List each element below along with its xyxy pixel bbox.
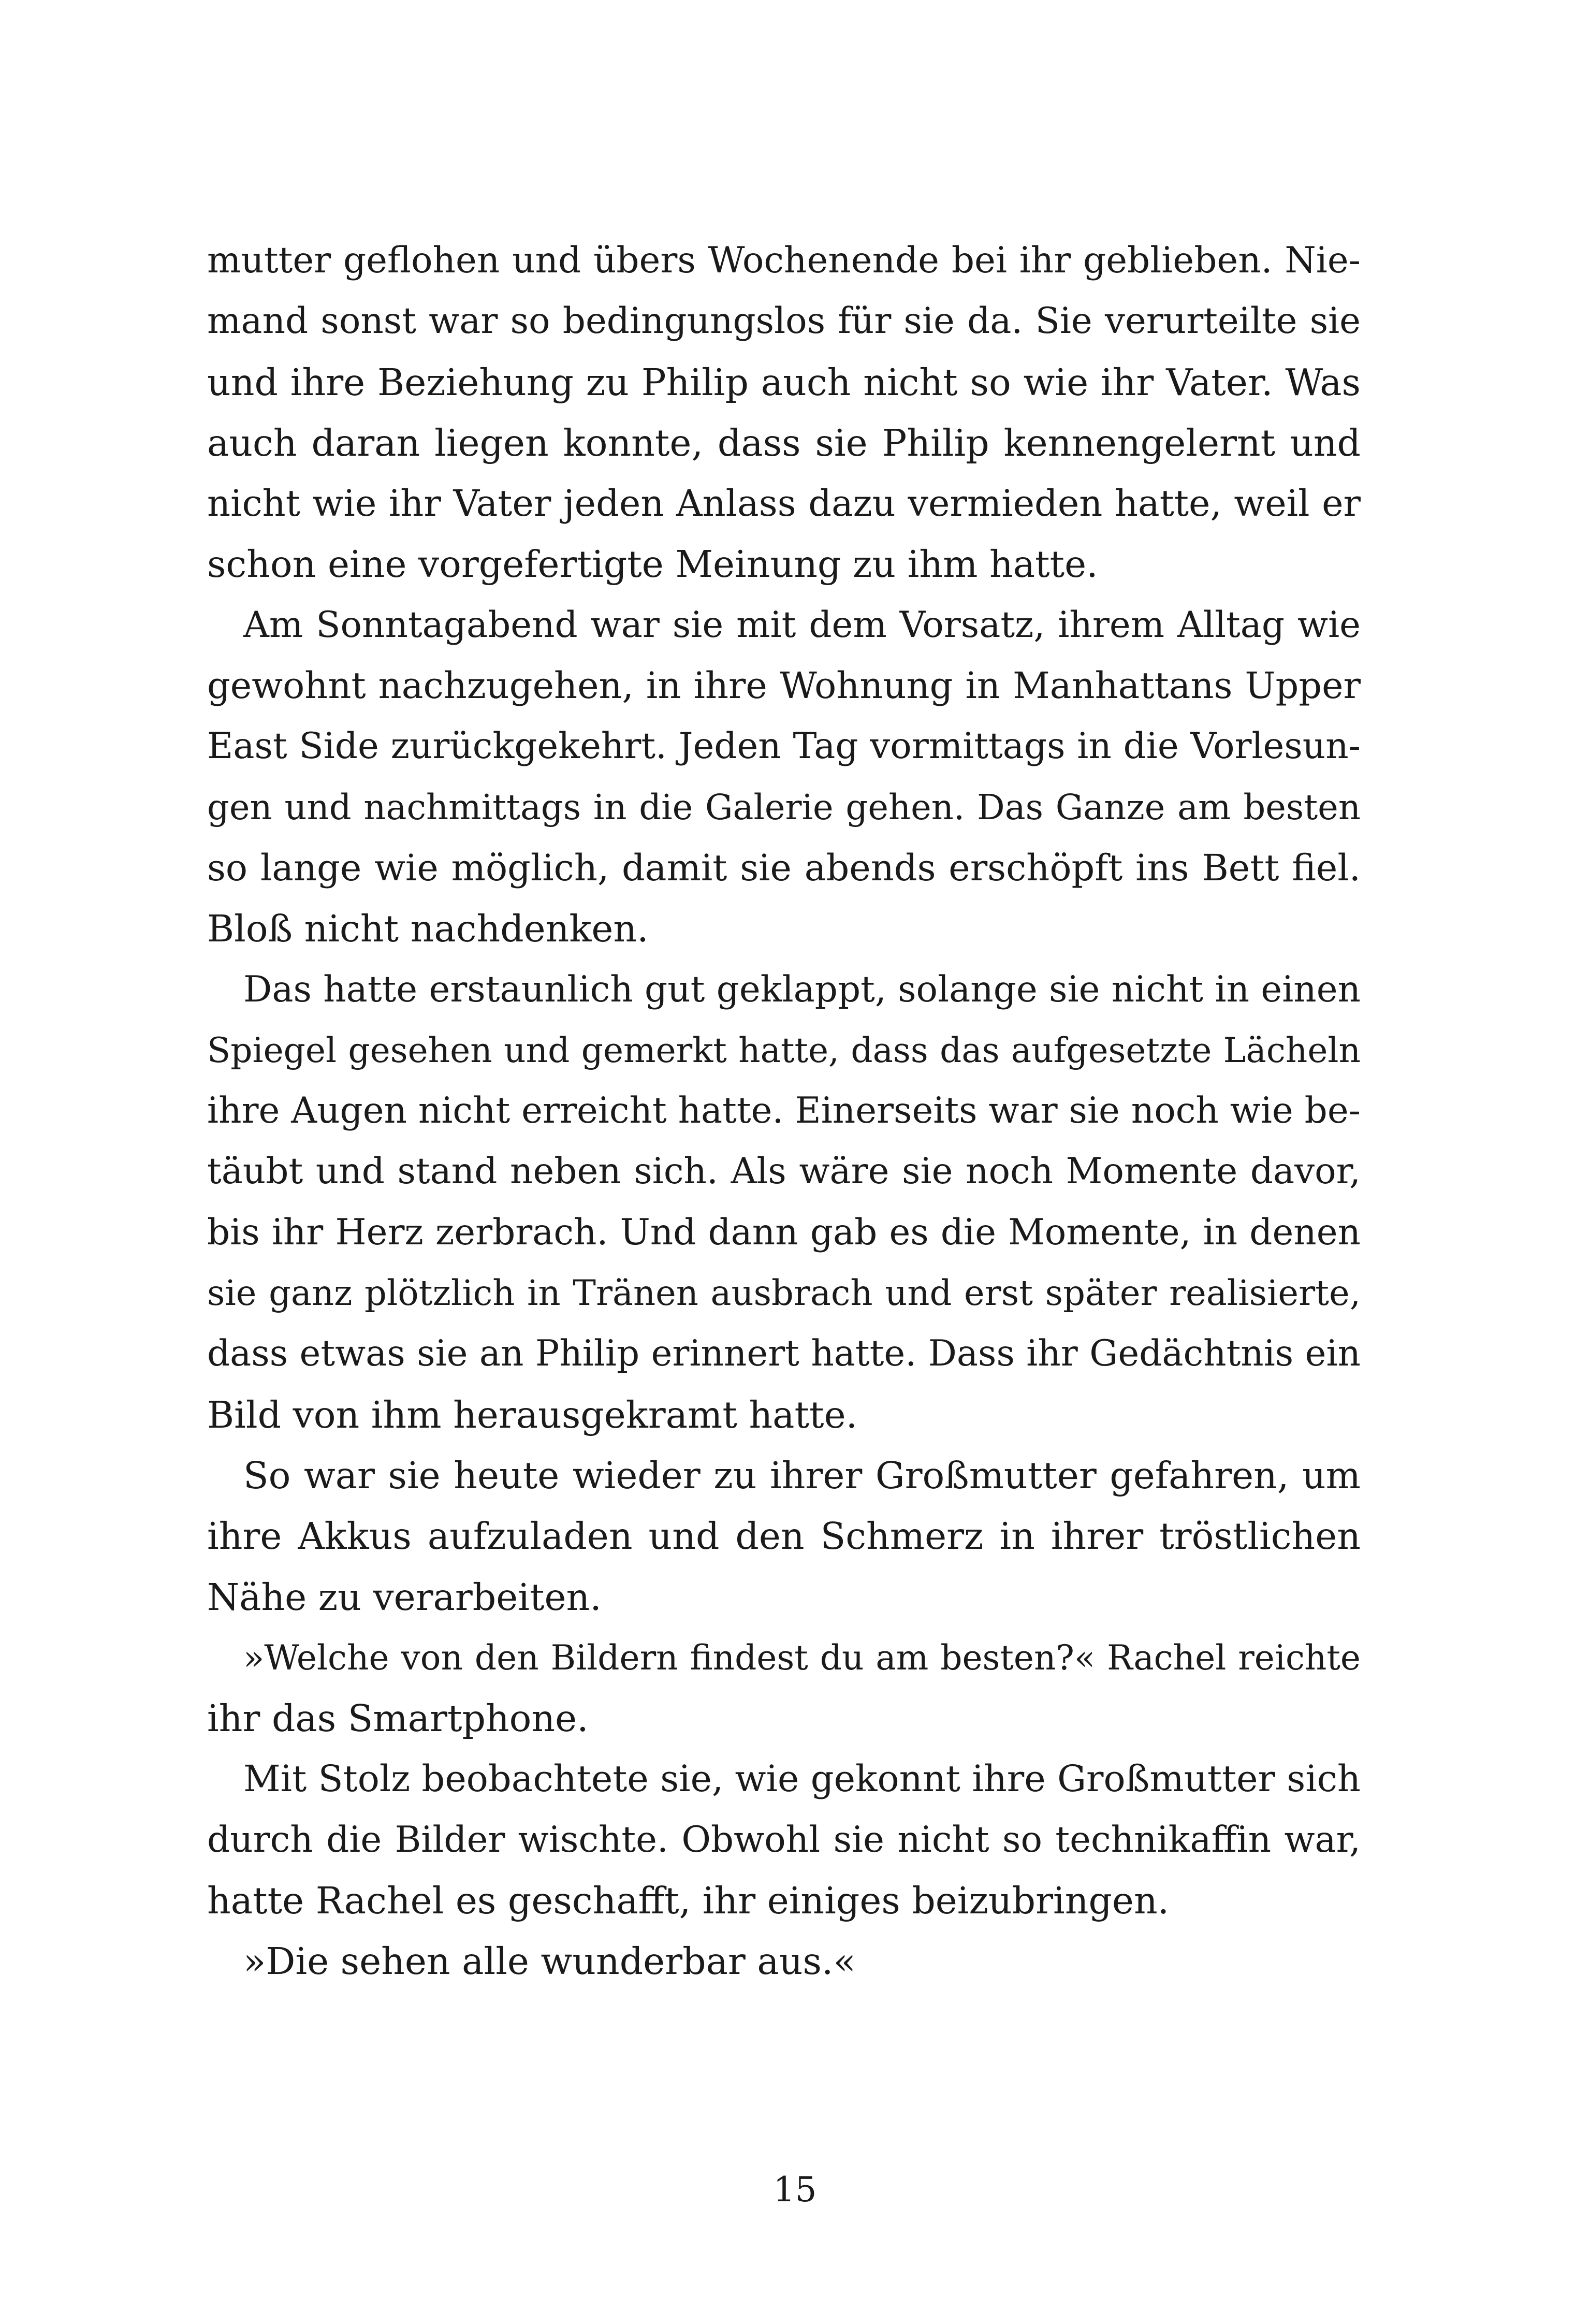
text-line: schon eine vorgefertigte Meinung zu ihm hatte.: [207, 543, 1098, 586]
text-line: gewohnt nachzugehen, in ihre Wohnung in Manhattans Upper: [207, 664, 1361, 707]
text-line: »Welche von den Bildern findest du am besten?« Rachel reichte: [243, 1637, 1361, 1678]
text-line: So war sie heute wieder zu ihrer Großmutter gefahren, um: [243, 1454, 1361, 1497]
text-line: so lange wie möglich, damit sie abends erschöpft ins Bett fiel.: [207, 846, 1361, 889]
text-line: gen und nachmittags in die Galerie gehen. Das Ganze am besten: [207, 787, 1361, 827]
text-line: Nähe zu verarbeiten.: [207, 1575, 602, 1619]
body-text: [207, 230, 1361, 1992]
text-line: Bloß nicht nachdenken.: [207, 907, 649, 951]
text-line: Am Sonntagabend war sie mit dem Vorsatz, ihrem Alltag wie: [243, 604, 1361, 646]
text-line: ihre Augen nicht erreicht hatte. Einerseits war sie noch wie be-: [207, 1090, 1361, 1132]
text-line: täubt und stand neben sich. Als wäre sie noch Momente davor,: [207, 1151, 1361, 1193]
text-line: »Die sehen alle wunderbar aus.«: [243, 1940, 856, 1983]
text-line: Das hatte erstaunlich gut geklappt, solange sie nicht in einen: [243, 968, 1361, 1010]
text-line: East Side zurückgekehrt. Jeden Tag vormittags in die Vorlesun-: [207, 725, 1361, 767]
text-line: mand sonst war so bedingungslos für sie da. Sie verurteilte sie: [207, 300, 1361, 342]
text-line: ihr das Smartphone.: [207, 1697, 589, 1740]
text-line: nicht wie ihr Vater jeden Anlass dazu vermieden hatte, weil er: [207, 482, 1361, 525]
text-line: sie ganz plötzlich in Tränen ausbrach und erst später realisierte,: [207, 1273, 1361, 1314]
text-line: mutter geflohen und übers Wochenende bei ihr geblieben. Nie-: [207, 240, 1361, 281]
text-line: hatte Rachel es geschafft, ihr einiges beizubringen.: [207, 1879, 1170, 1923]
text-line: Bild von ihm herausgekramt hatte.: [207, 1393, 858, 1436]
text-line: auch daran liegen konnte, dass sie Philip kennengelernt und: [207, 421, 1361, 464]
text-line: Spiegel gesehen und gemerkt hatte, dass das aufgesetzte Lächeln: [207, 1030, 1361, 1070]
text-line: und ihre Beziehung zu Philip auch nicht so wie ihr Vater. Was: [207, 360, 1361, 404]
text-line: bis ihr Herz zerbrach. Und dann gab es die Momente, in denen: [207, 1211, 1361, 1253]
text-line: ihre Akkus aufzuladen und den Schmerz in ihrer tröstlichen: [207, 1515, 1361, 1558]
text-line: dass etwas sie an Philip erinnert hatte. Dass ihr Gedächtnis ein: [207, 1333, 1361, 1375]
text-line: durch die Bilder wischte. Obwohl sie nicht so technikaffin war,: [207, 1819, 1361, 1861]
text-line: Mit Stolz beobachtete sie, wie gekonnt ihre Großmutter sich: [243, 1757, 1361, 1800]
page-number: 15: [773, 2170, 817, 2210]
